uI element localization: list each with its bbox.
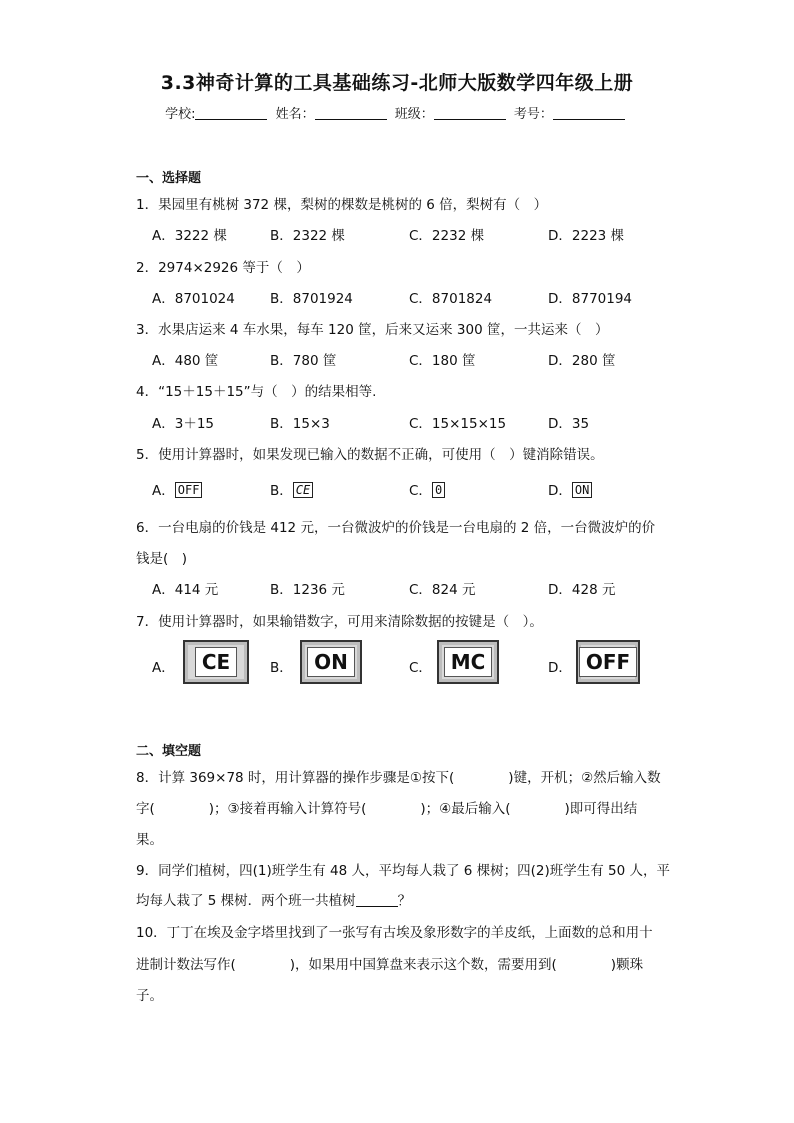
option-label: B． [270, 483, 293, 499]
class-blank[interactable] [434, 105, 506, 120]
question-9-line-2 [136, 889, 411, 909]
off-key-text: OFF [579, 647, 637, 677]
question-1: 1．果园里有桃树 372 棵，梨树的棵数是桃树的 6 倍，梨树有（ ） [136, 197, 548, 213]
option-b[interactable]: B．15×3 [270, 416, 330, 432]
question-2: 2．2974×2926 等于（ ） [136, 260, 310, 276]
option-d[interactable]: D．35 [548, 416, 590, 432]
question-1-options [152, 224, 672, 244]
question-6-line-1: 6．一台电扇的价钱是 412 元，一台微波炉的价钱是一台电扇的 2 倍，一台微波炉的价 [136, 520, 656, 536]
option-c[interactable]: C．2232 棵 [409, 228, 485, 244]
option-a[interactable]: A．8701024 [152, 291, 235, 307]
option-label: A． [152, 483, 175, 499]
question-5: 5．使用计算器时，如果发现已输入的数据不正确，可使用（ ）键消除错误。 [136, 447, 604, 463]
name-label: 姓名： [275, 107, 315, 122]
question-9-text: 均每人栽了 5 棵树．两个班一共植树 [136, 893, 356, 909]
question-8-line-3: 果。 [136, 832, 163, 848]
name-blank[interactable] [315, 105, 387, 120]
question-3: 3．水果店运来 4 车水果，每车 120 筐，后来又运来 300 筐，一共运来（ ） [136, 322, 609, 338]
student-info-line [0, 103, 794, 122]
option-c[interactable]: C．180 筐 [409, 353, 476, 369]
answer-blank[interactable] [356, 892, 398, 907]
on-key-icon: ON [572, 482, 592, 498]
option-b[interactable]: B．1236 元 [270, 582, 345, 598]
question-2-options [152, 287, 672, 307]
mc-key-icon[interactable] [437, 640, 499, 684]
off-key-icon[interactable] [576, 640, 640, 684]
option-b[interactable] [270, 479, 313, 499]
question-8-line-1: 8．计算 369×78 时，用计算器的操作步骤是①按下( )键，开机；②然后输入数 [136, 770, 661, 786]
option-label: D． [548, 483, 572, 499]
question-mark: ？ [397, 893, 412, 909]
number-blank[interactable] [553, 105, 625, 120]
option-d-label: D． [548, 660, 572, 676]
option-b[interactable]: B．780 筐 [270, 353, 337, 369]
question-9-line-1: 9．同学们植树，四(1)班学生有 48 人，平均每人栽了 6 棵树；四(2)班学生有 50 人，平 [136, 863, 671, 879]
option-a[interactable]: A．3222 棵 [152, 228, 227, 244]
page-title: 3.3神奇计算的工具基础练习-北师大版数学四年级上册 [160, 72, 634, 94]
option-d[interactable] [548, 479, 592, 499]
option-a[interactable]: A．414 元 [152, 582, 219, 598]
option-c[interactable]: C．824 元 [409, 582, 476, 598]
question-4: 4．“15＋15＋15”与（ ）的结果相等. [136, 384, 377, 400]
option-b[interactable]: B．8701924 [270, 291, 353, 307]
section-choice-heading: 一、选择题 [136, 171, 202, 186]
option-a[interactable] [152, 479, 202, 499]
option-a[interactable]: A．480 筐 [152, 353, 219, 369]
question-7: 7．使用计算器时，如果输错数字，可用来清除数据的按键是（ ）。 [136, 614, 543, 630]
ce-key-icon: CE [293, 482, 313, 498]
on-key-text: ON [307, 647, 355, 677]
zero-key-icon: 0 [432, 482, 445, 498]
option-label: C． [409, 483, 432, 499]
option-d[interactable]: D．428 元 [548, 582, 616, 598]
ce-key-icon[interactable] [183, 640, 249, 684]
mc-key-text: MC [444, 647, 493, 677]
option-d[interactable]: D．280 筐 [548, 353, 616, 369]
option-a[interactable]: A．3＋15 [152, 416, 215, 432]
question-3-options [152, 349, 672, 369]
question-10-line-3: 子。 [136, 988, 163, 1004]
ce-key-text: CE [195, 647, 237, 677]
question-10-line-2: 进制计数法写作( )，如果用中国算盘来表示这个数，需要用到( )颗珠 [136, 957, 644, 973]
section-fill-heading: 二、填空题 [136, 744, 202, 759]
option-d[interactable]: D．2223 棵 [548, 228, 625, 244]
question-6-line-2: 钱是( ) [136, 551, 188, 567]
option-c[interactable]: C．8701824 [409, 291, 493, 307]
option-c-label: C． [409, 660, 432, 676]
question-6-options [152, 578, 672, 598]
class-label: 班级： [394, 107, 434, 122]
option-a-label: A． [152, 660, 175, 676]
off-key-icon: OFF [175, 482, 203, 498]
on-key-icon[interactable] [300, 640, 362, 684]
option-c[interactable]: C．15×15×15 [409, 416, 507, 432]
option-b[interactable]: B．2322 棵 [270, 228, 345, 244]
question-5-options [152, 479, 672, 499]
option-c[interactable] [409, 479, 445, 499]
school-label: 学校: [165, 107, 196, 122]
question-8-line-2: 字( )；③接着再输入计算符号( )；④最后输入( )即可得出结 [136, 801, 638, 817]
question-4-options [152, 412, 672, 432]
option-d[interactable]: D．8770194 [548, 291, 633, 307]
question-7-options [152, 640, 652, 688]
option-b-label: B． [270, 660, 293, 676]
question-10-line-1: 10．丁丁在埃及金字塔里找到了一张写有古埃及象形数字的羊皮纸，上面数的总和用十 [136, 925, 653, 941]
number-label: 考号： [513, 107, 553, 122]
school-blank[interactable] [195, 105, 267, 120]
